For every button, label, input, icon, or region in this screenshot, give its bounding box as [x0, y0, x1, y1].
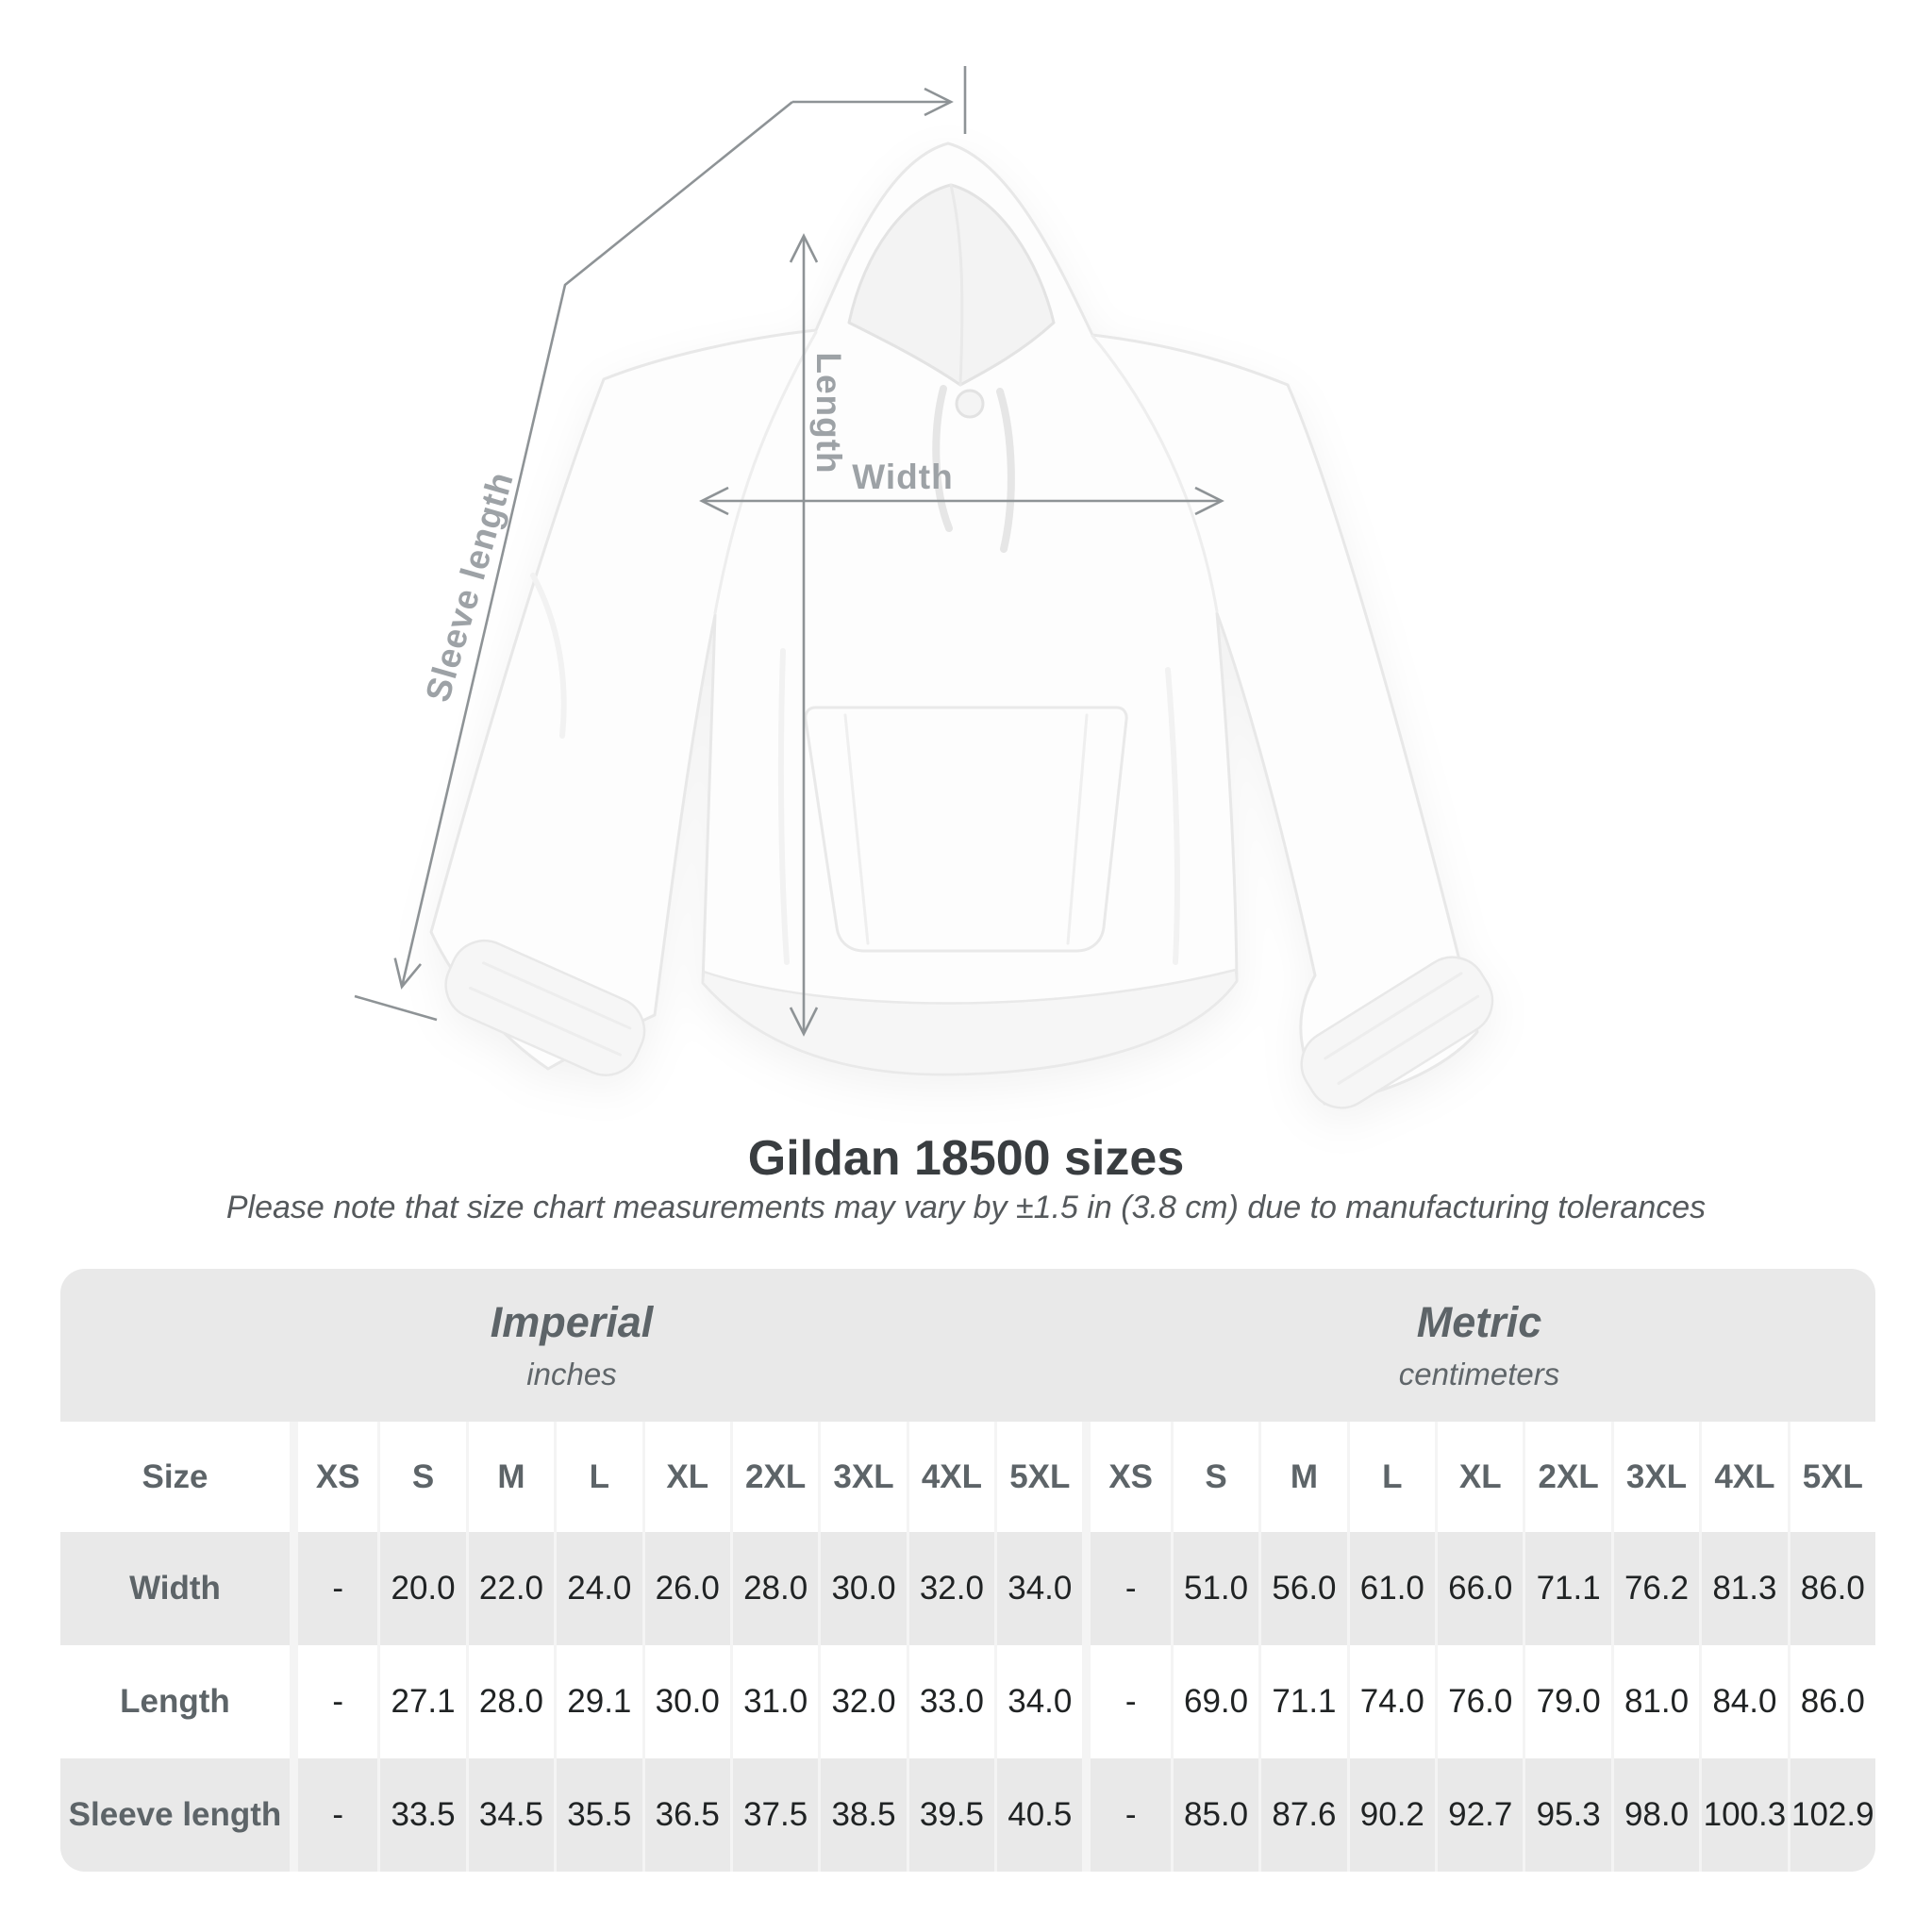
cell: 2XL — [1523, 1422, 1610, 1532]
cell: L — [554, 1422, 641, 1532]
cell: 100.3 — [1699, 1758, 1787, 1872]
drawstring-knot — [957, 391, 983, 417]
cell: 86.0 — [1788, 1645, 1875, 1758]
cell: 28.0 — [730, 1532, 818, 1645]
table-row — [60, 1645, 1875, 1758]
cell: 29.1 — [554, 1645, 641, 1758]
size-grid — [60, 1422, 1875, 1872]
cell: 33.0 — [907, 1645, 994, 1758]
cell: 26.0 — [642, 1532, 730, 1645]
cell: 28.0 — [466, 1645, 554, 1758]
cell: XS — [290, 1422, 377, 1532]
cell: L — [1347, 1422, 1435, 1532]
cell: XL — [642, 1422, 730, 1532]
cell: 95.3 — [1523, 1758, 1610, 1872]
sleeve-length-dimension-label: Sleeve length — [418, 467, 521, 707]
cell: 84.0 — [1699, 1645, 1787, 1758]
cell: 4XL — [907, 1422, 994, 1532]
metric-group-title: Metric — [1416, 1298, 1542, 1346]
cell: 102.9 — [1788, 1758, 1875, 1872]
cell: - — [1082, 1532, 1170, 1645]
cell: 32.0 — [907, 1532, 994, 1645]
cell: 90.2 — [1347, 1758, 1435, 1872]
cell: 39.5 — [907, 1758, 994, 1872]
cell: 81.3 — [1699, 1532, 1787, 1645]
row-label: Width — [129, 1570, 221, 1607]
table-row — [60, 1758, 1875, 1872]
cell: 31.0 — [730, 1645, 818, 1758]
cell: 86.0 — [1788, 1532, 1875, 1645]
cell: - — [1082, 1758, 1170, 1872]
imperial-group-header — [60, 1269, 1083, 1422]
cell: 34.0 — [994, 1532, 1082, 1645]
cell: 38.5 — [818, 1758, 906, 1872]
hoodie-product-image — [340, 85, 1509, 1123]
unit-group-header-band — [60, 1269, 1875, 1422]
cell: 32.0 — [818, 1645, 906, 1758]
cell: 35.5 — [554, 1758, 641, 1872]
cell: 4XL — [1699, 1422, 1787, 1532]
cell: 20.0 — [377, 1532, 465, 1645]
cell: 79.0 — [1523, 1645, 1610, 1758]
cell: XS — [1082, 1422, 1170, 1532]
width-dimension-label: Width — [852, 458, 954, 496]
cell: 22.0 — [466, 1532, 554, 1645]
cell: 34.0 — [994, 1645, 1082, 1758]
cell: S — [1171, 1422, 1258, 1532]
cell: 37.5 — [730, 1758, 818, 1872]
table-row — [60, 1532, 1875, 1645]
page-title: Gildan 18500 sizes — [747, 1131, 1185, 1186]
cell: 5XL — [1788, 1422, 1875, 1532]
cell: 56.0 — [1258, 1532, 1346, 1645]
size-table — [60, 1269, 1875, 1872]
cell: 71.1 — [1523, 1532, 1610, 1645]
cell: - — [290, 1645, 377, 1758]
cell: M — [1258, 1422, 1346, 1532]
metric-group-header — [1083, 1269, 1875, 1422]
size-header-row — [60, 1422, 1875, 1532]
cell: 40.5 — [994, 1758, 1082, 1872]
cell: 30.0 — [642, 1645, 730, 1758]
cell: 27.1 — [377, 1645, 465, 1758]
cell: 36.5 — [642, 1758, 730, 1872]
cell: 66.0 — [1435, 1532, 1523, 1645]
cell: 74.0 — [1347, 1645, 1435, 1758]
row-label: Sleeve length — [68, 1796, 282, 1833]
length-dimension-label: Length — [809, 352, 848, 475]
cell: 76.0 — [1435, 1645, 1523, 1758]
tolerance-note: Please note that size chart measurements may vary by ±1.5 in (3.8 cm) due to manufacturing tolerances — [225, 1190, 1707, 1225]
cell: 3XL — [1611, 1422, 1699, 1532]
cell: 71.1 — [1258, 1645, 1346, 1758]
cell: - — [1082, 1645, 1170, 1758]
cell: 76.2 — [1611, 1532, 1699, 1645]
cell: XL — [1435, 1422, 1523, 1532]
cell: 69.0 — [1171, 1645, 1258, 1758]
cell: 33.5 — [377, 1758, 465, 1872]
cell: 87.6 — [1258, 1758, 1346, 1872]
cell: S — [377, 1422, 465, 1532]
size-column-header: Size — [142, 1457, 208, 1495]
cell: 3XL — [818, 1422, 906, 1532]
cell: 24.0 — [554, 1532, 641, 1645]
cell: 2XL — [730, 1422, 818, 1532]
cell: 34.5 — [466, 1758, 554, 1872]
cell: M — [466, 1422, 554, 1532]
cell: 5XL — [994, 1422, 1082, 1532]
cell: - — [290, 1532, 377, 1645]
metric-group-unit: centimeters — [1398, 1357, 1560, 1391]
cell: - — [290, 1758, 377, 1872]
imperial-group-unit: inches — [526, 1357, 617, 1391]
cell: 51.0 — [1171, 1532, 1258, 1645]
cell: 30.0 — [818, 1532, 906, 1645]
cell: 81.0 — [1611, 1645, 1699, 1758]
cell: 61.0 — [1347, 1532, 1435, 1645]
row-label: Length — [120, 1683, 230, 1720]
cell: 85.0 — [1171, 1758, 1258, 1872]
imperial-group-title: Imperial — [490, 1298, 654, 1346]
cell: 98.0 — [1611, 1758, 1699, 1872]
cell: 92.7 — [1435, 1758, 1523, 1872]
